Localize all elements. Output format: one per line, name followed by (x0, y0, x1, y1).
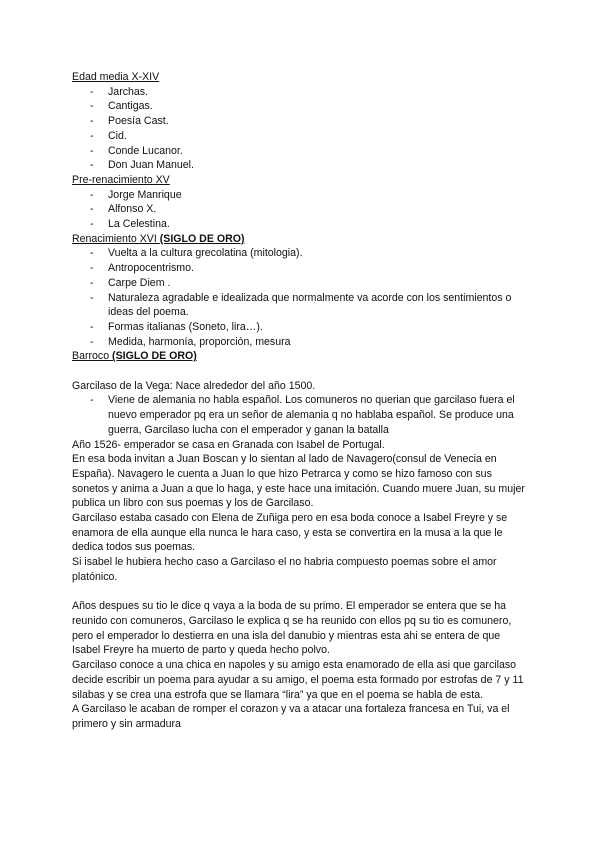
list-item: - Viene de alemania no habla español. Los comuneros no querian que garcilaso fuera el nuevo emperador pq era un señor de alemania q no hablaba español. Se produce una guerra, Garcilaso lucha con el emperador y ganan la batalla (72, 393, 530, 437)
section-list-pre-renacimiento (72, 188, 530, 232)
document-body (72, 70, 530, 732)
blank-line (72, 585, 530, 600)
section-heading-renacimiento: Renacimiento XVI (SIGLO DE ORO) (72, 232, 245, 245)
garcilaso-bullet-list (72, 393, 530, 437)
paragraph: A Garcilaso le acaban de romper el corazon y va a atacar una fortaleza francesa en Tui, va el primero y sin armadura (72, 703, 510, 730)
section-list-edad-media (72, 85, 530, 173)
list-item: - Formas italianas (Soneto, lira…). (72, 320, 530, 335)
list-item: - Naturaleza agradable e idealizada que normalmente va acorde con los sentimientos o ideas del poema. (72, 291, 530, 320)
paragraph: Año 1526- emperador se casa en Granada con Isabel de Portugal. (72, 438, 385, 451)
section-heading-edad-media: Edad media X-XIV (72, 71, 160, 83)
paragraph: Garcilaso conoce a una chica en napoles y su amigo esta enamorado de ella asi que garcilaso decide escribir un poema para ayudar a su amigo, el poema esta formado por estrofas de 7 y 11 silabas y se crea una estrofa que se llamara “lira” ya que en el poema se habla de esta. (72, 659, 524, 701)
list-item: - Jarchas. (72, 85, 530, 100)
paragraph: Si isabel le hubiera hecho caso a Garcilaso el no habria compuesto poemas sobre el amor platónico. (72, 556, 497, 583)
list-item: - Medida, harmonía, proporción, mesura (72, 335, 530, 350)
list-item: - La Celestina. (72, 217, 530, 232)
list-item: - Antropocentrismo. (72, 261, 530, 276)
list-item: - Vuelta a la cultura grecolatina (mitologia). (72, 246, 530, 261)
paragraph: Años despues su tio le dice q vaya a la boda de su primo. El emperador se entera que se ha reunido con comuneros, Garcilaso le explica q se ha reunido con ellos pq su tio es comunero, pero el emperador lo destierra en una isla del danubio y mientras esta ahi se entera de que Isabel Freyre ha muerto de parto y queda hecho polvo. (72, 600, 512, 657)
siglo-de-oro-label: (SIGLO DE ORO) (112, 350, 197, 363)
section-heading-pre-renacimiento: Pre-renacimiento XV (72, 173, 170, 186)
list-item: - Cid. (72, 129, 530, 144)
list-item: - Poesía Cast. (72, 114, 530, 129)
paragraph: En esa boda invitan a Juan Boscan y lo sientan al lado de Navagero(consul de Venecia en España). Navagero le cuenta a Juan lo que hizo Petrarca y como se hizo famoso con sus sonetos y anima a Juan a que lo haga, y este hace una imitación. Cuando muere Juan, su mujer publica un libro con sus poemas y los de Garcilaso. (72, 453, 525, 510)
list-item: - Don Juan Manuel. (72, 158, 530, 173)
list-item: - Alfonso X. (72, 202, 530, 217)
garcilaso-intro: Garcilaso de la Vega: Nace alrededor del año 1500. (72, 379, 316, 392)
list-item: - Jorge Manrique (72, 188, 530, 203)
section-list-renacimiento (72, 246, 530, 349)
paragraph: Garcilaso estaba casado con Elena de Zuñiga pero en esa boda conoce a Isabel Freyre y se enamora de ella aunque ella nunca le hara caso, y esta se convertira en la musa a la que le dedica todos sus poemas. (72, 512, 508, 554)
list-item: - Conde Lucanor. (72, 144, 530, 159)
list-item: - Carpe Diem . (72, 276, 530, 291)
section-heading-barroco: Barroco (SIGLO DE ORO) (72, 350, 197, 363)
list-item: - Cantigas. (72, 99, 530, 114)
siglo-de-oro-label: (SIGLO DE ORO) (159, 232, 245, 245)
blank-line (72, 364, 530, 379)
